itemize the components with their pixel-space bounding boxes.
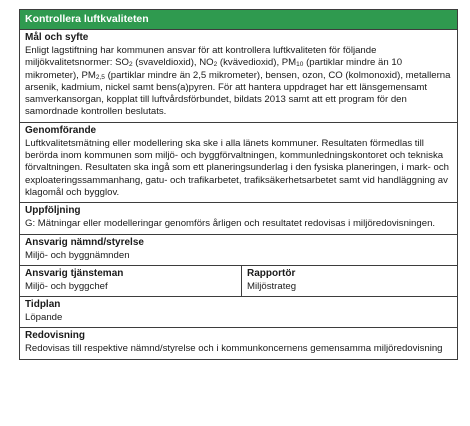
section-genomforande (20, 122, 457, 202)
section-text: Redovisas till respektive nämnd/styrelse och i kommunkoncernens gemensamma miljöredovisning (25, 343, 443, 355)
section-heading: Mål och syfte (25, 32, 89, 43)
section-text: Luftkvalitetsmätning eller modellering ska ske i alla länets kommuner. Resultaten förmedlas till berörda inom kommunen som miljö- och byggförvaltningen, kommunledningskontoret och tekniska förvaltningen. Resultaten ska ingå som ett planeringsunderlag i den fysiska planeringen, i mark- och exploateringssammanhang, gatu- och trafikarbetet, trafiksäkerhetsarbetet samt vid handläggning av klagomål och bygglov. (25, 137, 449, 198)
section-heading: Ansvarig tjänsteman (25, 267, 124, 279)
section-text: Miljö- och byggchef (25, 280, 108, 292)
section-heading: Tidplan (25, 299, 61, 311)
section-mal-och-syfte (20, 29, 457, 122)
subscript: 2 (128, 61, 133, 69)
section-heading: Genomförande (25, 124, 97, 136)
section-uppfoljning (20, 202, 457, 233)
section-text: Löpande (25, 312, 63, 324)
subscript: 2 (213, 61, 218, 69)
subscript: 2,5 (95, 73, 105, 81)
action-card (19, 9, 458, 360)
text-run: Enligt lagstiftning har kommunen ansvar för att kontrollera luftkvaliteten för följande miljökvalitetsnormer: SO (25, 45, 377, 69)
section-ansvarig-namnd (20, 234, 457, 265)
section-text: Miljöstrateg (247, 280, 297, 292)
section-heading: Uppföljning (25, 205, 81, 217)
section-ansvarig-tjansteman (20, 266, 242, 296)
section-heading: Rapportör (247, 267, 296, 279)
section-redovisning (20, 327, 457, 358)
section-text: G: Mätningar eller modelleringar genomförs årligen och resultatet redovisas i miljöredovisningen. (25, 218, 436, 230)
text-run: (svaveldioxid), NO (132, 57, 214, 69)
section-heading: Redovisning (25, 330, 86, 342)
text-run: (partiklar mindre än 2,5 mikrometer), bensen, ozon, CO (kolmonoxid), metallerna arsenik, kadmium, nickel samt bens(a)pyren. För att hantera uppdraget har ett länsgemensamt samverkansorgan, kopplat till luftvårdsförbundet, bildats 2013 samt att ett program för den samordnade kontrollen beslutats. (25, 69, 451, 118)
subscript: 10 (296, 61, 304, 69)
section-rapportor (242, 266, 457, 296)
section-text: Miljö- och byggnämnden (25, 249, 130, 261)
section-split-row (20, 265, 457, 296)
text-run: (kvävedioxid), PM (217, 57, 297, 69)
section-heading: Ansvarig nämnd/styrelse (25, 236, 144, 248)
text-run: (partiklar mindre än 10 mikrometer), PM (25, 57, 403, 81)
section-text (25, 45, 452, 119)
card-title: Kontrollera luftkvaliteten (20, 10, 457, 29)
section-tidplan (20, 296, 457, 327)
